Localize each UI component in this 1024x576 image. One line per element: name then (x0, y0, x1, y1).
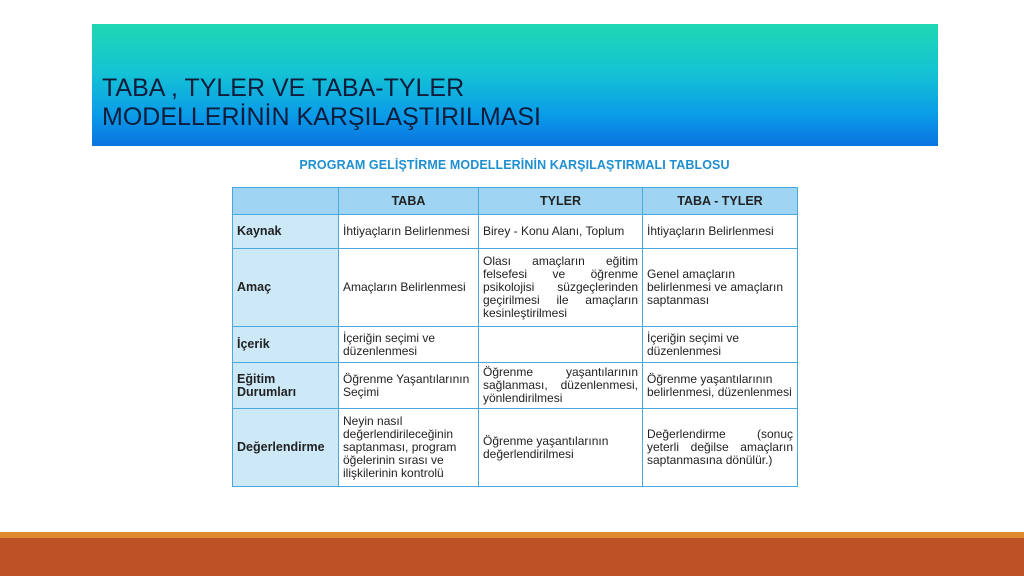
table-row (233, 363, 798, 409)
slide-title-line-1: TABA , TYLER VE TABA-TYLER (102, 74, 465, 102)
table-row (233, 409, 798, 487)
table-cell: İhtiyaçların Belirlenmesi (643, 215, 798, 249)
table-row (233, 249, 798, 327)
table-caption: PROGRAM GELİŞTİRME MODELLERİNİN KARŞILAŞTIRMALI TABLOSU (299, 158, 730, 172)
table-cell: Öğrenme Yaşantılarının Seçimi (339, 363, 479, 409)
row-label-egitim-durumlari: Eğitim Durumları (233, 363, 339, 409)
footer-bar (0, 538, 1024, 576)
table-cell: Olası amaçların eğitim felsefesi ve öğrenme psikolojisi süzgeçlerinden geçirilmesi ile amaçların kesinleştirilmesi (479, 249, 643, 327)
column-header-taba-tyler: TABA - TYLER (643, 188, 798, 215)
table-cell: İçeriğin seçimi ve düzenlenmesi (339, 327, 479, 363)
column-header-tyler: TYLER (479, 188, 643, 215)
header-corner-cell (233, 188, 339, 215)
table-cell: Öğrenme yaşantılarının değerlendirilmesi (479, 409, 643, 487)
table-cell: Neyin nasıl değerlendirileceğinin saptanması, program öğelerinin sırası ve ilişkilerinin kontrolü (339, 409, 479, 487)
column-header-taba: TABA (339, 188, 479, 215)
table-cell: İçeriğin seçimi ve düzenlenmesi (643, 327, 798, 363)
row-label-icerik: İçerik (233, 327, 339, 363)
table-cell: İhtiyaçların Belirlenmesi (339, 215, 479, 249)
row-label-amac: Amaç (233, 249, 339, 327)
table-cell: Öğrenme yaşantılarının sağlanması, düzenlenmesi, yönlendirilmesi (479, 363, 643, 409)
table-cell: Amaçların Belirlenmesi (339, 249, 479, 327)
title-band (92, 24, 938, 146)
table-header-row (233, 188, 798, 215)
table-row (233, 327, 798, 363)
row-label-degerlendirme: Değerlendirme (233, 409, 339, 487)
table-cell: Değerlendirme (sonuç yeterli değilse amaçların saptanmasına dönülür.) (643, 409, 798, 487)
table-cell: Birey - Konu Alanı, Toplum (479, 215, 643, 249)
table-cell (479, 327, 643, 363)
comparison-table (232, 187, 798, 487)
slide-title (102, 74, 541, 132)
table-cell: Genel amaçların belirlenmesi ve amaçların saptanması (643, 249, 798, 327)
slide-title-line-2: MODELLERİNİN KARŞILAŞTIRILMASI (102, 103, 542, 131)
table-cell: Öğrenme yaşantılarının belirlenmesi, düzenlenmesi (643, 363, 798, 409)
row-label-kaynak: Kaynak (233, 215, 339, 249)
table-row (233, 215, 798, 249)
